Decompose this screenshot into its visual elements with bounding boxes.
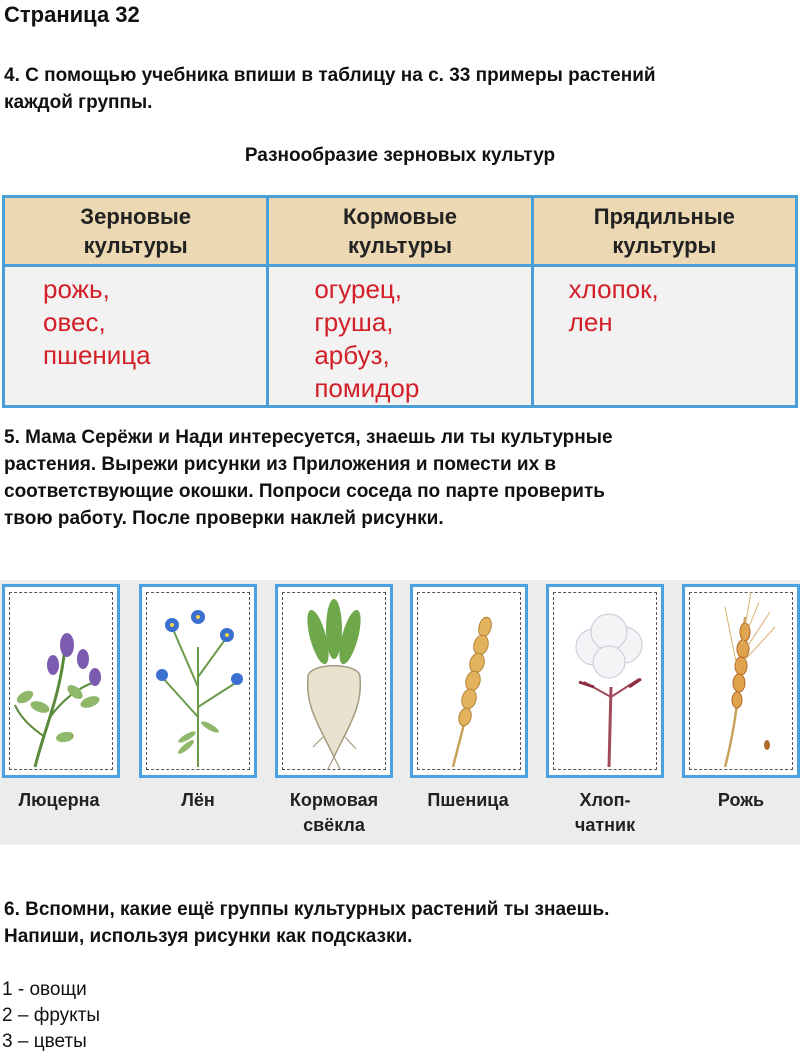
plant-card bbox=[139, 584, 257, 778]
table-cell-item: огурец, bbox=[314, 274, 403, 304]
table-cell-item: груша, bbox=[314, 307, 394, 337]
cell-fodder-crops bbox=[268, 266, 532, 407]
plant-label bbox=[546, 788, 664, 838]
plant-label bbox=[682, 788, 800, 813]
page-title: Страница 32 bbox=[4, 2, 140, 27]
header-grain-crops bbox=[4, 197, 268, 266]
plant-label-line: Пшеница bbox=[427, 790, 509, 810]
task-5-line: 5. Мама Серёжи и Нади интересуется, знаешь ли ты культурные bbox=[4, 427, 613, 448]
task-6-line: Напиши, используя рисунки как подсказки. bbox=[4, 926, 413, 947]
plant-label-line: Рожь bbox=[717, 790, 765, 810]
plant-card bbox=[275, 584, 393, 778]
header-fodder-crops bbox=[268, 197, 532, 266]
plant-card bbox=[546, 584, 664, 778]
alfalfa-icon bbox=[5, 587, 117, 775]
plant-pictures-strip bbox=[0, 580, 800, 845]
table-header-row bbox=[4, 197, 797, 266]
header-fiber-crops bbox=[532, 197, 796, 266]
task-4-text bbox=[4, 62, 656, 116]
plant-label bbox=[265, 788, 403, 838]
answer-item: 2 – фрукты bbox=[2, 1005, 101, 1026]
plant-label-line: Хлоп- bbox=[579, 790, 631, 810]
task-4-line: 4. С помощью учебника впиши в таблицу на с. 33 примеры растений bbox=[4, 65, 656, 86]
plant-label-line: Люцерна bbox=[18, 790, 100, 810]
fodder-beet-icon bbox=[278, 587, 390, 775]
answer-item: 1 - овощи bbox=[2, 979, 87, 1000]
rye-icon bbox=[685, 587, 797, 775]
answer-item: 3 – цветы bbox=[2, 1031, 87, 1052]
plant-card bbox=[682, 584, 800, 778]
plant-label-line: Лён bbox=[181, 790, 215, 810]
answer-list bbox=[2, 977, 100, 1055]
table-row bbox=[4, 266, 797, 407]
table-cell-item: овес, bbox=[43, 307, 106, 337]
cell-fiber-crops bbox=[532, 266, 796, 407]
table-cell-item: пшеница bbox=[43, 340, 151, 370]
table-cell-item: рожь, bbox=[43, 274, 110, 304]
flax-icon bbox=[142, 587, 254, 775]
task-5-line: твою работу. После проверки наклей рисунки. bbox=[4, 508, 444, 529]
crops-table bbox=[2, 195, 798, 408]
wheat-icon bbox=[413, 587, 525, 775]
task-5-text bbox=[4, 424, 613, 532]
table-cell-item: лен bbox=[568, 307, 613, 337]
table-caption: Разнообразие зерновых культур bbox=[244, 145, 556, 166]
header-line: Кормовые bbox=[342, 204, 457, 229]
header-line: культуры bbox=[83, 233, 188, 258]
plant-label bbox=[406, 788, 530, 813]
header-line: Зерновые bbox=[80, 204, 192, 229]
plant-label bbox=[0, 788, 118, 813]
task-4-line: каждой группы. bbox=[4, 92, 153, 113]
plant-card bbox=[2, 584, 120, 778]
table-cell-item: арбуз, bbox=[314, 340, 390, 370]
task-5-line: растения. Вырежи рисунки из Приложения и помести их в bbox=[4, 454, 557, 475]
header-line: культуры bbox=[612, 233, 717, 258]
task-6-text bbox=[4, 896, 609, 950]
plant-label-line: Кормовая bbox=[289, 790, 379, 810]
cell-grain-crops bbox=[4, 266, 268, 407]
plant-label bbox=[139, 788, 257, 813]
plant-label-line: чатник bbox=[574, 815, 636, 835]
cotton-icon bbox=[549, 587, 661, 775]
task-5-line: соответствующие окошки. Попроси соседа по парте проверить bbox=[4, 481, 605, 502]
header-line: культуры bbox=[347, 233, 452, 258]
header-line: Прядильные bbox=[593, 204, 735, 229]
task-6-line: 6. Вспомни, какие ещё группы культурных растений ты знаешь. bbox=[4, 899, 610, 920]
plant-label-line: свёкла bbox=[303, 815, 365, 835]
table-cell-item: хлопок, bbox=[568, 274, 659, 304]
table-cell-item: помидор bbox=[314, 373, 420, 403]
plant-card bbox=[410, 584, 528, 778]
